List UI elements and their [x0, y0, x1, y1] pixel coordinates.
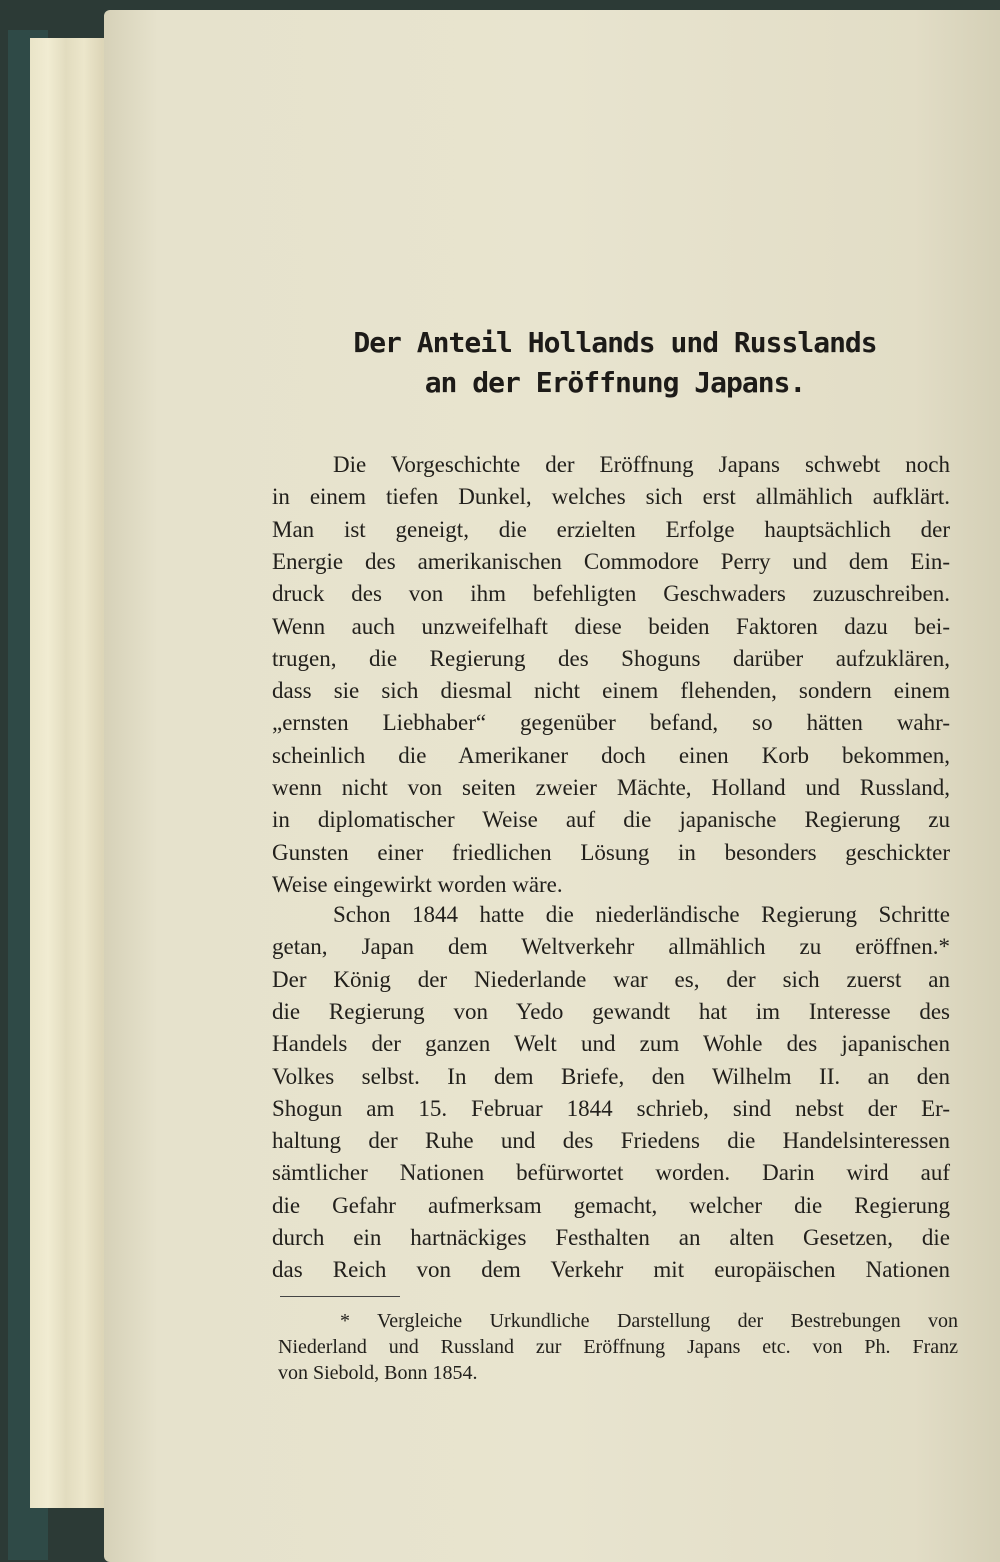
text-line: Die Vorgeschichte der Eröffnung Japans schwebt noch: [333, 452, 950, 477]
text-line: haltung der Ruhe und des Friedens die Handelsinteressen: [272, 1128, 950, 1154]
text-line: druck des von ihm befehligten Geschwaders zuzuschreiben.: [272, 581, 950, 607]
text-line: Schon 1844 hatte die niederländische Regierung Schritte: [333, 902, 950, 927]
chapter-title-line-2: an der Eröffnung Japans.: [424, 366, 806, 399]
text-line: „ernsten Liebhaber“ gegenüber befand, so hätten wahr-: [272, 710, 950, 736]
text-line: wenn nicht von seiten zweier Mächte, Holland und Russland,: [272, 775, 950, 800]
text-line: Der König der Niederlande war es, der sich zuerst an: [272, 966, 950, 992]
text-line: Wenn auch unzweifelhaft diese beiden Faktoren dazu bei-: [272, 613, 950, 639]
text-line: sämtlicher Nationen befürwortet worden. Darin wird auf: [272, 1160, 950, 1186]
text-line: Energie des amerikanischen Commodore Perry und dem Ein-: [272, 548, 950, 574]
text-line: scheinlich die Amerikaner doch einen Korb bekommen,: [272, 742, 950, 768]
text-line: Volkes selbst. In dem Briefe, den Wilhelm II. an den: [272, 1063, 950, 1089]
footnote-rule: [280, 1296, 400, 1297]
chapter-title-line-1: Der Anteil Hollands und Russlands: [353, 326, 877, 359]
text-line: das Reich von dem Verkehr mit europäischen Nationen: [272, 1257, 950, 1283]
text-line: in diplomatischer Weise auf die japanische Regierung zu: [272, 807, 950, 833]
text-line: trugen, die Regierung des Shoguns darüber aufzuklären,: [272, 645, 950, 671]
text-line: dass sie sich diesmal nicht einem flehenden, sondern einem: [272, 678, 950, 704]
text-line: Gunsten einer friedlichen Lösung in besonders geschickter: [272, 839, 950, 865]
text-line: Weise eingewirkt worden wäre.: [272, 871, 563, 897]
text-line: Handels der ganzen Welt und zum Wohle des japanischen: [272, 1031, 950, 1057]
footnote-line: von Siebold, Bonn 1854.: [278, 1362, 478, 1384]
text-line: Man ist geneigt, die erzielten Erfolge hauptsächlich der: [272, 516, 950, 542]
text-line: getan, Japan dem Weltverkehr allmählich zu eröffnen.*: [272, 934, 950, 960]
footnote-line: Niederland und Russland zur Eröffnung Japans etc. von Ph. Franz: [278, 1336, 958, 1358]
text-line: die Regierung von Yedo gewandt hat im Interesse des: [272, 998, 950, 1024]
text-line: in einem tiefen Dunkel, welches sich erst allmählich aufklärt.: [272, 484, 950, 510]
text-line: Shogun am 15. Februar 1844 schrieb, sind nebst der Er-: [272, 1095, 950, 1121]
footnote-line: * Vergleiche Urkundliche Darstellung der Bestrebungen von: [340, 1310, 958, 1332]
text-line: die Gefahr aufmerksam gemacht, welcher die Regierung: [272, 1192, 950, 1218]
text-line: durch ein hartnäckiges Festhalten an alten Gesetzen, die: [272, 1225, 950, 1250]
